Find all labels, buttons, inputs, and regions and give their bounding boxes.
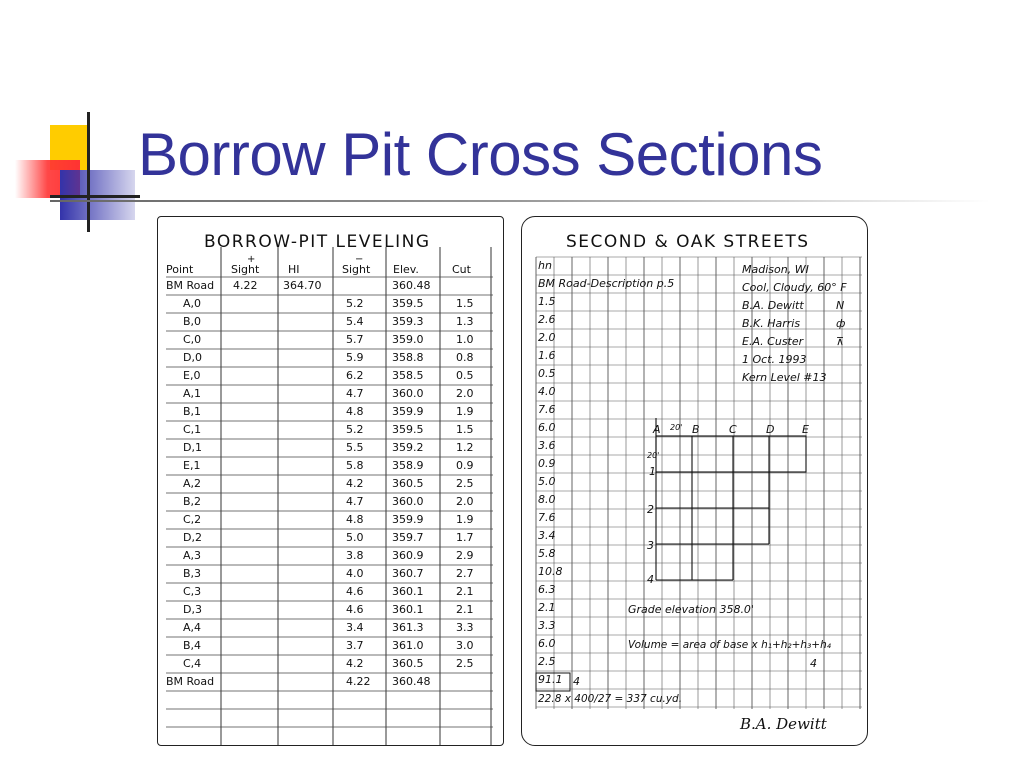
table-cell: 4.8 [346,405,364,418]
table-cell: 360.48 [392,279,431,292]
list-item: 10.8 [538,565,563,578]
field-note-line: Madison, WI [742,263,809,276]
sketch-label: A [653,423,661,436]
list-item: 2.6 [538,313,556,326]
point-label: E,0 [183,369,201,382]
table-cell: 2.9 [456,549,474,562]
sketch-label: 1 [649,465,656,478]
table-cell: 5.5 [346,441,364,454]
list-item: 0.5 [538,367,556,380]
sketch-label: 2 [647,503,654,516]
slide-title: Borrow Pit Cross Sections [138,121,823,188]
point-label: B,1 [183,405,202,418]
column-header: Point [166,263,194,276]
left-page-rulings [158,217,503,745]
table-cell: 4.2 [346,657,364,670]
point-label: C,4 [183,657,202,670]
sketch-label: 3 [647,539,654,552]
list-item: hn [538,259,552,272]
table-cell: 359.9 [392,513,424,526]
table-cell: 359.5 [392,297,424,310]
table-cell: 0.9 [456,459,474,472]
table-cell: 360.5 [392,477,424,490]
point-label: C,2 [183,513,202,526]
table-cell: 358.9 [392,459,424,472]
list-item: 6.0 [538,421,556,434]
borrow-pit-sketch [656,418,806,580]
point-label: B,0 [183,315,202,328]
list-item: 6.3 [538,583,556,596]
table-cell: 5.8 [346,459,364,472]
point-label: D,0 [183,351,202,364]
table-cell: 360.0 [392,495,424,508]
table-cell: 359.9 [392,405,424,418]
bm-road-description: BM Road-Description p.5 [538,277,675,290]
title-divider [50,200,990,202]
sketch-label: 20' [670,423,683,432]
list-item: 2.0 [538,331,556,344]
column-header: HI [288,263,300,276]
list-item: 4.0 [538,385,556,398]
list-item: 7.6 [538,403,556,416]
table-cell: 2.1 [456,585,474,598]
field-note-line: E.A. Custer [742,335,804,348]
table-cell: 358.5 [392,369,424,382]
table-cell: 5.0 [346,531,364,544]
list-item: 5.0 [538,475,556,488]
field-note-line: B.K. Harris [742,317,801,330]
point-label: D,3 [183,603,202,616]
column-header: Sight [342,263,371,276]
table-cell: 0.8 [456,351,474,364]
table-cell: 359.2 [392,441,424,454]
signature: B.A. Dewitt [740,715,827,733]
table-cell: 2.1 [456,603,474,616]
minus-sight-mark: − [355,254,364,265]
list-item: 8.0 [538,493,556,506]
table-cell: 364.70 [283,279,322,292]
sketch-label: D [766,423,775,436]
point-label: A,4 [183,621,202,634]
borrow-pit-leveling-page [157,216,504,746]
table-cell: 2.0 [456,495,474,508]
field-note-line: Cool, Cloudy, 60° F [742,281,847,294]
point-label: BM Road [166,279,215,292]
grade-elevation-note: Grade elevation 358.0' [628,603,754,616]
table-cell: 3.4 [346,621,364,634]
table-cell: 5.4 [346,315,364,328]
table-cell: 4.7 [346,495,364,508]
table-cell: 1.9 [456,513,474,526]
list-item: 2.1 [538,601,556,614]
volume-divisor: 4 [810,657,817,670]
sketch-label: C [729,423,737,436]
right-page-title: SECOND & OAK STREETS [566,232,810,252]
column-header: Sight [231,263,260,276]
point-label: C,0 [183,333,202,346]
table-cell: 2.0 [456,387,474,400]
point-label: E,1 [183,459,201,472]
second-oak-streets-page [521,216,868,746]
sketch-label: E [802,423,809,436]
table-cell: 360.1 [392,585,424,598]
table-cell: 360.5 [392,657,424,670]
table-cell: 1.2 [456,441,474,454]
table-cell: 360.1 [392,603,424,616]
sum-box-value: 4 [573,675,580,688]
table-cell: 4.22 [346,675,371,688]
crew-role-symbol: N [836,299,845,312]
table-cell: 360.7 [392,567,424,580]
list-item: 1.6 [538,349,556,362]
list-item: 1.5 [538,295,556,308]
point-label: B,3 [183,567,202,580]
table-cell: 361.3 [392,621,424,634]
column-header: Elev. [393,263,419,276]
table-cell: 3.3 [456,621,474,634]
table-cell: 1.5 [456,423,474,436]
plus-sight-mark: + [247,254,256,265]
list-item: 6.0 [538,637,556,650]
table-cell: 360.48 [392,675,431,688]
point-label: A,1 [183,387,202,400]
table-cell: 5.9 [346,351,364,364]
point-label: D,1 [183,441,202,454]
table-cell: 359.3 [392,315,424,328]
table-cell: 6.2 [346,369,364,382]
point-label: C,1 [183,423,202,436]
volume-calculation: 22.8 x 400/27 = 337 cu.yd. [538,693,683,705]
table-cell: 2.5 [456,477,474,490]
table-cell: 5.2 [346,297,364,310]
sketch-label: 20' [647,451,660,460]
sketch-label: B [692,423,700,436]
field-note-line: 1 Oct. 1993 [742,353,807,366]
table-cell: 358.8 [392,351,424,364]
left-page-title: BORROW-PIT LEVELING [204,232,431,252]
point-label: D,2 [183,531,202,544]
table-cell: 4.22 [233,279,258,292]
table-cell: 360.0 [392,387,424,400]
table-cell: 4.6 [346,603,364,616]
list-item: 0.9 [538,457,556,470]
crew-role-symbol: ф [836,317,846,330]
crew-role-symbol: ⊼ [836,335,845,348]
table-cell: 5.2 [346,423,364,436]
table-cell: 4.8 [346,513,364,526]
field-note-line: Kern Level #13 [742,371,827,384]
list-item: 3.6 [538,439,556,452]
column-header: Cut [452,263,471,276]
point-label: A,0 [183,297,202,310]
list-item: 7.6 [538,511,556,524]
table-cell: 4.7 [346,387,364,400]
point-label: A,2 [183,477,202,490]
field-note-line: B.A. Dewitt [742,299,804,312]
table-cell: 2.7 [456,567,474,580]
table-cell: 4.6 [346,585,364,598]
table-cell: 1.0 [456,333,474,346]
table-cell: 1.5 [456,297,474,310]
list-item: 5.8 [538,547,556,560]
list-item: 3.3 [538,619,556,632]
point-label: B,4 [183,639,202,652]
table-cell: 5.7 [346,333,364,346]
table-cell: 361.0 [392,639,424,652]
table-cell: 360.9 [392,549,424,562]
sketch-label: 4 [647,573,654,586]
table-cell: 3.7 [346,639,364,652]
table-cell: 3.8 [346,549,364,562]
table-cell: 4.2 [346,477,364,490]
table-cell: 1.7 [456,531,474,544]
point-label: C,3 [183,585,202,598]
list-item: 2.5 [538,655,556,668]
table-cell: 4.0 [346,567,364,580]
point-label: B,2 [183,495,202,508]
table-cell: 0.5 [456,369,474,382]
point-label: A,3 [183,549,202,562]
point-label: BM Road [166,675,215,688]
table-cell: 359.7 [392,531,424,544]
table-cell: 1.3 [456,315,474,328]
list-item: 3.4 [538,529,556,542]
list-item: 91.1 [538,673,563,686]
table-cell: 3.0 [456,639,474,652]
table-cell: 1.9 [456,405,474,418]
table-cell: 359.5 [392,423,424,436]
volume-formula-note: Volume = area of base x h₁+h₂+h₃+h₄ [628,639,831,651]
table-cell: 2.5 [456,657,474,670]
table-cell: 359.0 [392,333,424,346]
